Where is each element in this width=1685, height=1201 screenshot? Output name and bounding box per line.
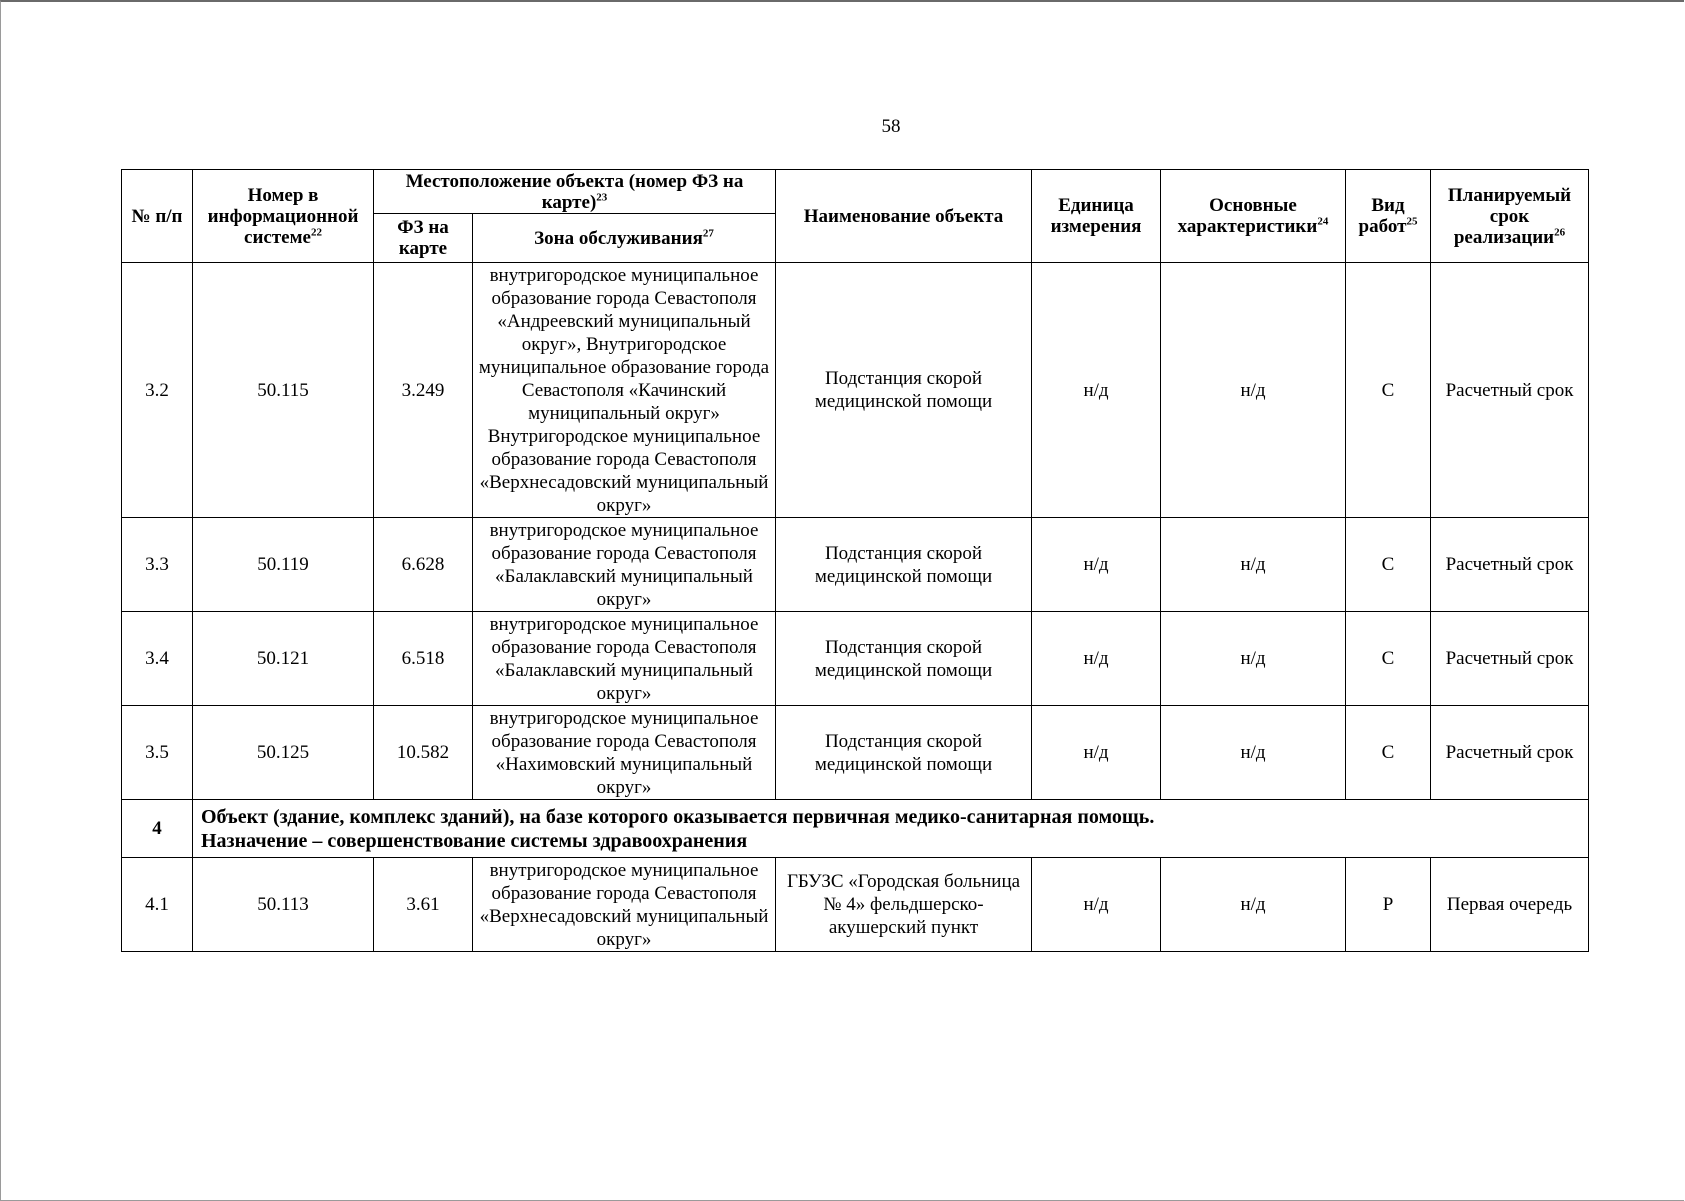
cell-fz: 10.582 <box>374 706 473 800</box>
cell-unit: н/д <box>1032 706 1161 800</box>
cell-fz: 3.249 <box>374 263 473 518</box>
cell-zone: внутригородское муниципальное образование города Севастополя «Балаклавский муниципальный округ» <box>473 612 776 706</box>
table-row <box>122 706 1589 800</box>
cell-info: 50.121 <box>193 612 374 706</box>
cell-fz: 3.61 <box>374 858 473 952</box>
cell-chars: н/д <box>1161 518 1346 612</box>
cell-term: Первая очередь <box>1431 858 1589 952</box>
section-title-line-1: Объект (здание, комплекс зданий), на базе которого оказывается первичная медико-санитарная помощь. <box>201 805 1155 828</box>
objects-table <box>121 169 1589 952</box>
section-title-line-2: Назначение – совершенствование системы здравоохранения <box>201 829 748 852</box>
cell-work: С <box>1346 612 1431 706</box>
cell-name: Подстанция скорой медицинской помощи <box>776 706 1032 800</box>
cell-name: Подстанция скорой медицинской помощи <box>776 518 1032 612</box>
cell-unit: н/д <box>1032 263 1161 518</box>
cell-chars: н/д <box>1161 858 1346 952</box>
cell-fz: 6.518 <box>374 612 473 706</box>
table-row <box>122 518 1589 612</box>
cell-unit: н/д <box>1032 612 1161 706</box>
section-title <box>193 800 1589 858</box>
cell-work: С <box>1346 263 1431 518</box>
header-name: Наименование объекта <box>776 170 1032 263</box>
cell-term: Расчетный срок <box>1431 263 1589 518</box>
cell-num: 3.2 <box>122 263 193 518</box>
cell-chars: н/д <box>1161 263 1346 518</box>
table-row <box>122 612 1589 706</box>
header-num: № п/п <box>122 170 193 263</box>
cell-num: 3.5 <box>122 706 193 800</box>
cell-unit: н/д <box>1032 858 1161 952</box>
cell-term: Расчетный срок <box>1431 706 1589 800</box>
cell-name: ГБУЗС «Городская больница № 4» фельдшерско-акушерский пункт <box>776 858 1032 952</box>
page-number: 58 <box>881 116 901 137</box>
cell-name: Подстанция скорой медицинской помощи <box>776 612 1032 706</box>
cell-info: 50.115 <box>193 263 374 518</box>
cell-num: 3.3 <box>122 518 193 612</box>
section-row <box>122 800 1589 858</box>
header-fz: ФЗ на карте <box>374 214 473 263</box>
cell-info: 50.113 <box>193 858 374 952</box>
cell-work: С <box>1346 706 1431 800</box>
cell-zone: внутригородское муниципальное образование города Севастополя «Андреевский муниципальный округ», Внутригородское муниципальное образование города Севастополя «Качинский муниципальный округ» Внутригородское муниципальное образование города Севастополя «Верхнесадовский муниципальный округ» <box>473 263 776 518</box>
cell-work: С <box>1346 518 1431 612</box>
section-num: 4 <box>122 800 193 858</box>
header-location: Местоположение объекта (номер ФЗ на карте)$^{23}$ <box>374 170 776 214</box>
cell-zone: внутригородское муниципальное образование города Севастополя «Нахимовский муниципальный округ» <box>473 706 776 800</box>
cell-fz: 6.628 <box>374 518 473 612</box>
cell-term: Расчетный срок <box>1431 518 1589 612</box>
cell-num: 3.4 <box>122 612 193 706</box>
cell-term: Расчетный срок <box>1431 612 1589 706</box>
table-row <box>122 263 1589 518</box>
header-info-num: Номер в информационной системе$^{22}$ <box>193 170 374 263</box>
cell-num: 4.1 <box>122 858 193 952</box>
cell-zone: внутригородское муниципальное образование города Севастополя «Верхнесадовский муниципальный округ» <box>473 858 776 952</box>
header-unit: Единица измерения <box>1032 170 1161 263</box>
header-zone: Зона обслуживания$^{27}$ <box>473 214 776 263</box>
header-row-1 <box>122 170 1589 214</box>
cell-info: 50.119 <box>193 518 374 612</box>
header-chars: Основные характеристики$^{24}$ <box>1161 170 1346 263</box>
cell-zone: внутригородское муниципальное образование города Севастополя «Балаклавский муниципальный округ» <box>473 518 776 612</box>
cell-unit: н/д <box>1032 518 1161 612</box>
header-work: Вид работ$^{25}$ <box>1346 170 1431 263</box>
cell-info: 50.125 <box>193 706 374 800</box>
table-row <box>122 858 1589 952</box>
cell-chars: н/д <box>1161 612 1346 706</box>
cell-name: Подстанция скорой медицинской помощи <box>776 263 1032 518</box>
header-term: Планируемый срок реализации$^{26}$ <box>1431 170 1589 263</box>
cell-chars: н/д <box>1161 706 1346 800</box>
cell-work: Р <box>1346 858 1431 952</box>
